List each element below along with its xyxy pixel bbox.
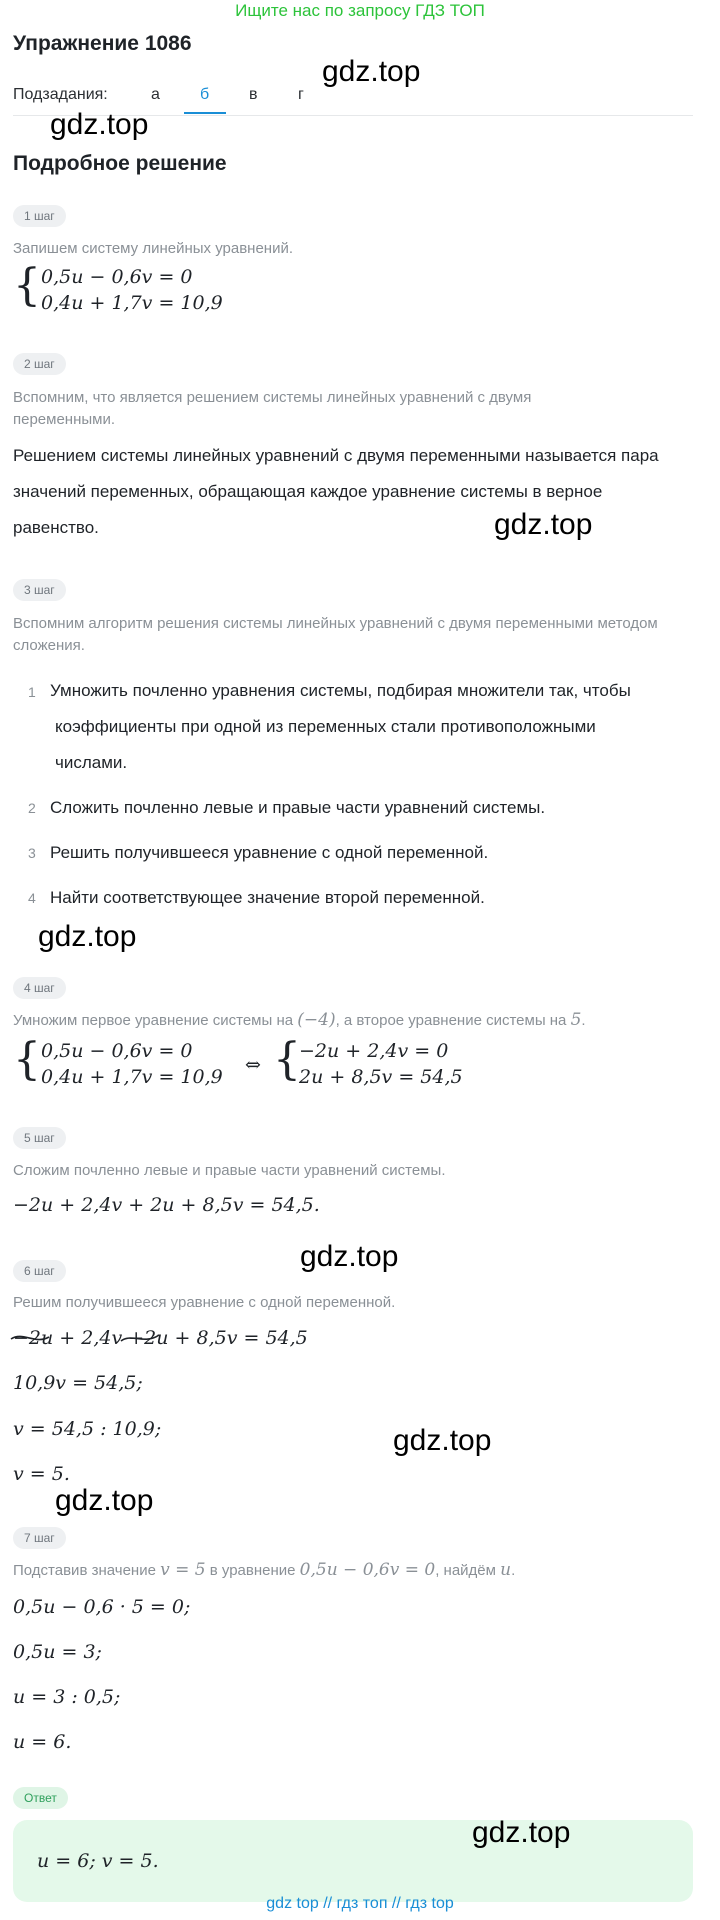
term: + 2,4v bbox=[53, 1327, 129, 1349]
list-item-text: Найти соответствующее значение второй переменной. bbox=[50, 888, 485, 907]
strike-icon bbox=[9, 1327, 169, 1353]
equation: 0,5u − 0,6v = 0 bbox=[41, 266, 193, 288]
step-hint: Сложим почленно левые и правые части уравнений системы. bbox=[13, 1162, 446, 1179]
list-item-text: Умножить почленно уравнения системы, подбирая множители так, чтобы bbox=[50, 681, 631, 700]
step-hint: Запишем систему линейных уравнений. bbox=[13, 240, 294, 257]
step-badge: 6 шаг bbox=[13, 1260, 66, 1282]
step-badge: 1 шаг bbox=[13, 205, 66, 227]
brace-icon: { bbox=[273, 1034, 301, 1085]
equation: −2u + 2,4v = 0 bbox=[299, 1040, 449, 1062]
hint-text: , а второе уравнение системы на bbox=[335, 1012, 571, 1029]
equation-system bbox=[13, 262, 313, 322]
hint-text: Подставив значение bbox=[13, 1562, 161, 1579]
list-number: 1 bbox=[28, 684, 36, 700]
watermark: gdz.top bbox=[393, 1424, 492, 1457]
equation: 0,5u − 0,6 · 5 = 0; bbox=[13, 1596, 191, 1618]
answer-text: u = 6; v = 5. bbox=[37, 1850, 159, 1872]
step-badge: 5 шаг bbox=[13, 1127, 66, 1149]
brace-icon: { bbox=[13, 1034, 41, 1085]
list-item-text: Решить получившееся уравнение с одной переменной. bbox=[50, 843, 489, 862]
hint-text: . bbox=[511, 1562, 516, 1579]
equation: u = 3 : 0,5; bbox=[13, 1686, 121, 1708]
equation-system-transform bbox=[13, 1036, 513, 1096]
watermark: gdz.top bbox=[38, 920, 137, 953]
equivalence-icon: ⇔ bbox=[245, 1054, 261, 1076]
hint-math: 0,5u − 0,6v = 0 bbox=[299, 1560, 436, 1580]
answer-box bbox=[13, 1820, 693, 1902]
cancelled-term: −2u bbox=[13, 1327, 54, 1349]
subtasks-label: Подзадания: bbox=[13, 86, 108, 103]
watermark: gdz.top bbox=[322, 55, 421, 88]
subtask-tab-a[interactable]: а bbox=[151, 86, 160, 103]
equation: v = 5. bbox=[13, 1463, 70, 1485]
equation: 0,5u = 3; bbox=[13, 1641, 102, 1663]
hint-text: в уравнение bbox=[205, 1562, 300, 1579]
hint-math: v = 5 bbox=[160, 1560, 206, 1580]
list-number: 2 bbox=[28, 800, 36, 816]
brace-icon: { bbox=[13, 260, 41, 311]
step-hint bbox=[13, 1009, 703, 1032]
footer-links[interactable]: gdz top // гдз топ // гдз top bbox=[266, 1895, 454, 1912]
watermark: gdz.top bbox=[494, 508, 593, 541]
equation: 0,5u − 0,6v = 0 bbox=[41, 1040, 193, 1062]
watermark: gdz.top bbox=[55, 1484, 154, 1517]
equation: 10,9v = 54,5; bbox=[13, 1372, 143, 1394]
equation: 0,4u + 1,7v = 10,9 bbox=[41, 1066, 223, 1088]
subtask-tab-v[interactable]: в bbox=[249, 86, 258, 103]
equation: v = 54,5 : 10,9; bbox=[13, 1418, 162, 1440]
section-title: Подробное решение bbox=[13, 152, 227, 175]
equation: 0,4u + 1,7v = 10,9 bbox=[41, 292, 223, 314]
watermark: gdz.top bbox=[300, 1240, 399, 1273]
equation: u = 6. bbox=[13, 1731, 72, 1753]
step-hint bbox=[13, 1559, 703, 1582]
watermark: gdz.top bbox=[472, 1816, 571, 1849]
hint-text: . bbox=[581, 1012, 586, 1029]
step-badge: 3 шаг bbox=[13, 579, 66, 601]
subtask-tab-b[interactable]: б bbox=[200, 86, 210, 103]
step-hint: Вспомним, что является решением системы линейных уравнений с двумя переменными. bbox=[13, 389, 532, 428]
list-number: 3 bbox=[28, 845, 36, 861]
hint-math: 5 bbox=[570, 1010, 582, 1030]
step-badge: 4 шаг bbox=[13, 977, 66, 999]
step-hint: Решим получившееся уравнение с одной переменной. bbox=[13, 1294, 396, 1311]
term: + 8,5v = 54,5 bbox=[168, 1327, 308, 1349]
subtask-tab-g[interactable]: г bbox=[298, 86, 304, 103]
definition-text: Решением системы линейных уравнений с двумя переменными называется пара значений переменных, обращающая каждое уравнение системы в верное равенство. bbox=[13, 446, 659, 537]
hint-math: (−4) bbox=[297, 1010, 336, 1030]
active-tab-indicator bbox=[184, 112, 226, 114]
answer-badge: Ответ bbox=[13, 1787, 68, 1809]
promo-banner[interactable]: Ищите нас по запросу ГДЗ ТОП bbox=[235, 1, 485, 20]
step-badge: 2 шаг bbox=[13, 353, 66, 375]
equation: −2u + 2,4v + 2u + 8,5v = 54,5. bbox=[13, 1194, 320, 1216]
watermark: gdz.top bbox=[50, 108, 149, 141]
list-number: 4 bbox=[28, 890, 36, 906]
equation: 2u + 8,5v = 54,5 bbox=[299, 1066, 463, 1088]
list-item-text: коэффициенты при одной из переменных стали противоположными bbox=[55, 717, 596, 736]
step-hint: Вспомним алгоритм решения системы линейных уравнений с двумя переменными методом сложения. bbox=[13, 615, 658, 654]
hint-text: , найдём bbox=[435, 1562, 501, 1579]
list-item-text: числами. bbox=[55, 753, 128, 772]
step-badge: 7 шаг bbox=[13, 1527, 66, 1549]
page-title: Упражнение 1086 bbox=[13, 32, 192, 55]
hint-text: Умножим первое уравнение системы на bbox=[13, 1012, 298, 1029]
list-item-text: Сложить почленно левые и правые части уравнений системы. bbox=[50, 798, 546, 817]
cancelled-term: +2u bbox=[128, 1327, 169, 1349]
hint-math: u bbox=[500, 1560, 512, 1580]
